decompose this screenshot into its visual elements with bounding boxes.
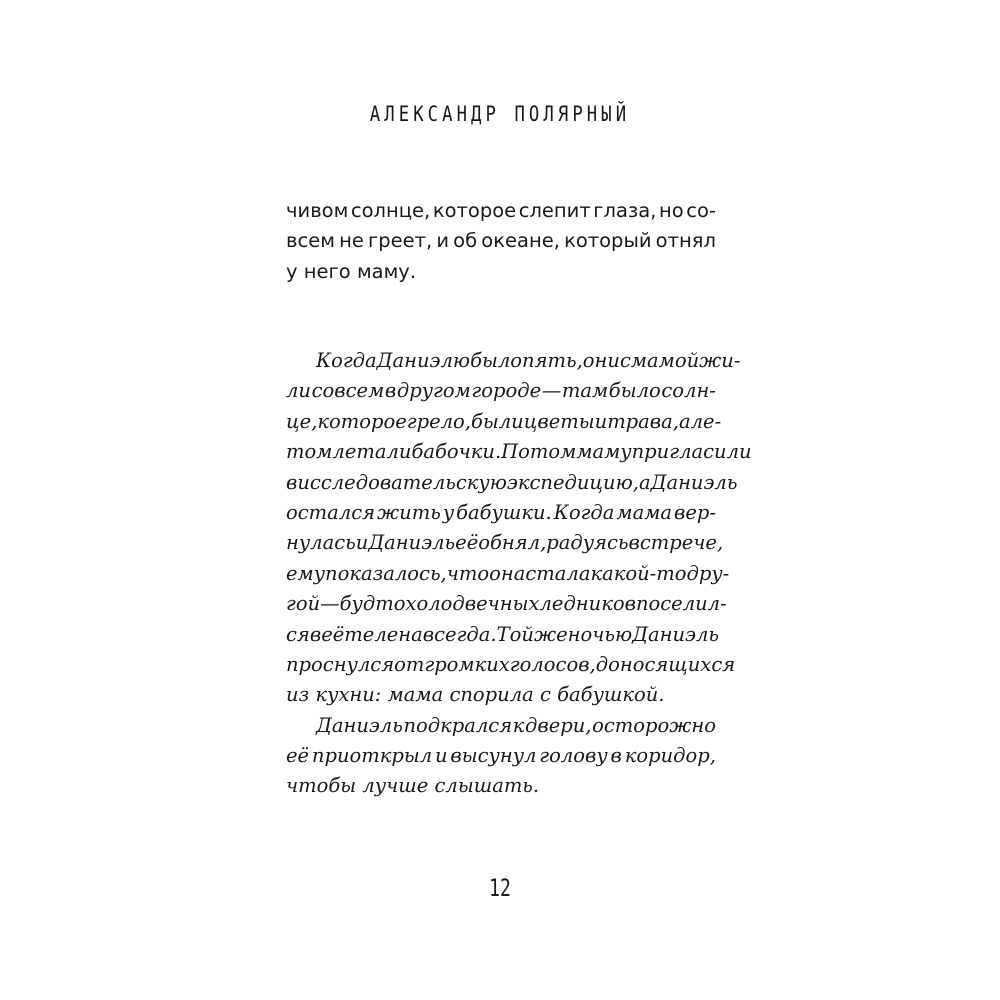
word: ле- — [690, 409, 722, 433]
text-line — [286, 437, 752, 467]
word: и — [355, 531, 369, 555]
word: том — [286, 440, 333, 464]
word: исследовательскую — [297, 470, 507, 494]
word: какой-то — [590, 561, 687, 585]
word: бабочки. — [411, 440, 502, 464]
word: они — [582, 349, 620, 372]
word: в — [286, 470, 298, 494]
word: было — [608, 379, 661, 403]
text-line — [286, 680, 716, 710]
text-line — [286, 741, 716, 771]
word: голосов, — [509, 652, 596, 676]
text-line — [286, 711, 716, 741]
word: которое — [432, 199, 517, 222]
text-line — [286, 650, 736, 680]
word: высунул — [450, 744, 537, 768]
word: маму — [576, 440, 632, 464]
word: ся — [286, 622, 310, 646]
word: было — [470, 349, 523, 372]
word: и — [436, 229, 450, 253]
word: нулась — [286, 531, 356, 555]
word: в — [309, 622, 322, 646]
text-line — [286, 468, 738, 498]
word: поселил- — [635, 592, 727, 616]
page-number: 12 — [489, 874, 511, 902]
word: другом — [396, 379, 471, 403]
word: которое — [317, 409, 407, 433]
word: об — [453, 229, 478, 253]
word: мама — [616, 500, 672, 524]
text-line — [286, 528, 724, 558]
word: и — [594, 409, 608, 433]
word: вер- — [673, 500, 716, 524]
word: цветы — [523, 409, 595, 433]
word: показалось, — [325, 561, 447, 585]
word: це, — [286, 409, 318, 433]
word: в — [610, 744, 622, 768]
word: слышать. — [434, 774, 540, 798]
word: радуясь — [546, 531, 629, 555]
word: — — [541, 379, 562, 403]
word: солнце, — [350, 199, 431, 222]
text-line — [286, 346, 741, 376]
word: двери, — [525, 713, 592, 737]
word: чтобы — [286, 774, 357, 798]
word: Потом — [501, 440, 577, 464]
word: мама — [387, 683, 444, 707]
word: дру- — [686, 561, 730, 585]
word: маму. — [356, 259, 417, 283]
text-line — [286, 498, 716, 528]
word: подкрался — [403, 713, 513, 737]
word: Даниэль — [632, 622, 719, 646]
word: Даниэль — [650, 470, 738, 494]
word: гой — [286, 592, 321, 616]
text-line — [286, 257, 716, 287]
running-head-author: АЛЕКСАНДР ПОЛЯРНЫЙ — [369, 102, 631, 126]
word: обнял, — [478, 531, 547, 555]
word: её — [455, 531, 479, 555]
word: голову — [539, 744, 608, 768]
word: грело, — [406, 409, 471, 433]
word: там — [561, 379, 609, 403]
word: громких — [424, 652, 510, 676]
text-line — [286, 226, 716, 256]
word: который — [564, 229, 652, 253]
word: Когда — [553, 500, 615, 524]
word: но — [659, 199, 684, 222]
word: с — [539, 683, 551, 707]
word: приоткрыл — [311, 744, 433, 768]
word: в — [384, 379, 397, 403]
word: кухни: — [315, 683, 382, 707]
word: остался — [286, 500, 376, 524]
word: её — [286, 744, 310, 768]
text-line — [286, 407, 722, 437]
word: мамой — [630, 349, 700, 372]
word: — — [320, 592, 340, 616]
word: доносящихся — [595, 652, 736, 676]
word: спорила — [449, 683, 534, 707]
word: слепит — [518, 199, 591, 222]
word: пригласили — [631, 440, 752, 464]
word: Даниэлю — [376, 349, 471, 372]
word: чивом — [286, 199, 349, 222]
continuation-text — [286, 196, 716, 287]
word: навсегда. — [398, 622, 497, 646]
text-line — [286, 376, 716, 406]
word: бабушки. — [456, 500, 552, 524]
word: него — [303, 259, 351, 283]
word: ли — [286, 379, 311, 403]
word: у — [442, 500, 455, 524]
word: ледников — [539, 592, 636, 616]
word: были — [470, 409, 524, 433]
word: со- — [686, 199, 716, 222]
word: солн- — [661, 379, 716, 403]
word: Даниэль — [368, 531, 456, 555]
word: стала — [525, 561, 591, 585]
word: что — [446, 561, 490, 585]
word: осторожно — [592, 713, 716, 737]
word: а — [678, 409, 691, 433]
word: из — [286, 683, 310, 707]
word: лучше — [362, 774, 429, 798]
word: летали — [332, 440, 412, 464]
word: Когда — [316, 349, 377, 372]
word: проснулся — [286, 652, 395, 676]
word: у — [286, 259, 298, 283]
word: теле — [344, 622, 399, 646]
text-line — [286, 589, 727, 619]
word: вечных — [464, 592, 540, 616]
word: отнял — [655, 229, 716, 253]
word: будто — [339, 592, 406, 616]
word: к — [512, 713, 525, 737]
word: жить — [377, 500, 441, 524]
word: и — [435, 744, 448, 768]
word: жи- — [699, 349, 741, 372]
word: от — [394, 652, 425, 676]
text-line — [286, 771, 716, 801]
word: экспедицию, — [506, 470, 639, 494]
word: глаза, — [593, 199, 657, 222]
word: её — [321, 622, 345, 646]
text-line — [286, 196, 716, 226]
word: с — [619, 349, 631, 372]
word: а — [638, 470, 651, 494]
word: трава, — [607, 409, 679, 433]
word: городе — [471, 379, 542, 403]
word: ночью — [567, 622, 633, 646]
word: греет, — [367, 229, 433, 253]
word: Той — [496, 622, 534, 646]
word: встрече, — [628, 531, 724, 555]
word: не — [339, 229, 364, 253]
text-line — [286, 620, 719, 650]
word: она — [489, 561, 526, 585]
word: всем — [286, 229, 335, 253]
word: холод — [405, 592, 465, 616]
italic-passage — [286, 346, 752, 802]
word: Даниэль — [316, 713, 403, 737]
word: пять, — [522, 349, 583, 372]
word: же — [533, 622, 568, 646]
text-line — [286, 559, 730, 589]
word: совсем — [311, 379, 385, 403]
word: бабушкой. — [557, 683, 665, 707]
word: ему — [286, 561, 326, 585]
word: коридор, — [624, 744, 716, 768]
word: океане, — [481, 229, 560, 253]
